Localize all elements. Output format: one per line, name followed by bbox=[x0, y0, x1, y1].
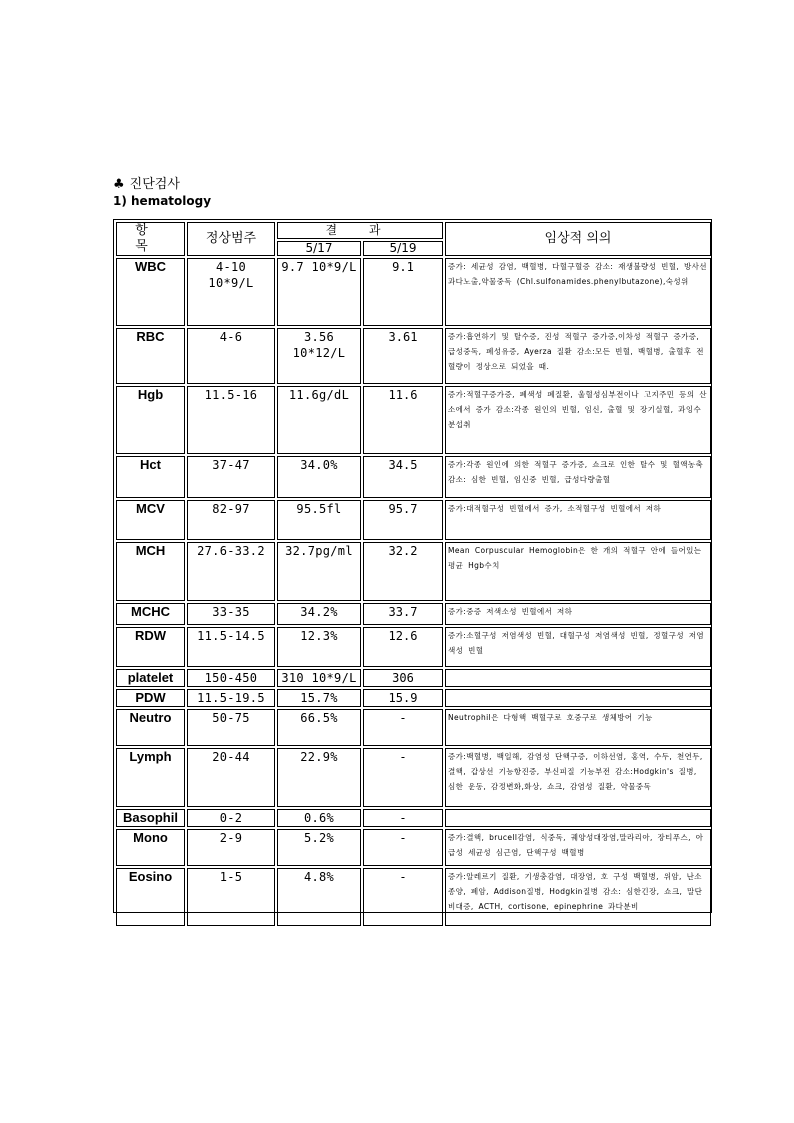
result-date2-cell: - bbox=[363, 748, 443, 807]
normal-range-cell: 20-44 bbox=[187, 748, 275, 807]
clinical-significance-cell: 증가:대적혈구성 빈혈에서 증가, 소적혈구성 빈혈에서 저하 bbox=[445, 500, 711, 540]
item-name: Lymph bbox=[116, 748, 185, 807]
item-name: Neutro bbox=[116, 709, 185, 746]
normal-range-cell: 150-450 bbox=[187, 669, 275, 687]
table-row bbox=[116, 456, 711, 498]
normal-range-cell: 82-97 bbox=[187, 500, 275, 540]
result-date1-cell: 0.6% bbox=[277, 809, 361, 827]
result-date1-cell: 5.2% bbox=[277, 829, 361, 866]
item-name: Basophil bbox=[116, 809, 185, 827]
table-row bbox=[116, 328, 711, 384]
normal-range-cell: 1-5 bbox=[187, 868, 275, 926]
normal-range-cell: 50-75 bbox=[187, 709, 275, 746]
result-date2-cell: 15.9 bbox=[363, 689, 443, 707]
item-name: PDW bbox=[116, 689, 185, 707]
result-date1-cell: 22.9% bbox=[277, 748, 361, 807]
result-date2-cell: 33.7 bbox=[363, 603, 443, 625]
table-row bbox=[116, 542, 711, 601]
result-date2-cell: 306 bbox=[363, 669, 443, 687]
header-date-1: 5/17 bbox=[277, 241, 361, 256]
clinical-significance-cell: 증가:흡연하기 및 탈수증, 진성 적혈구 증가증,이차성 적혈구 증가증, 급성중독, 폐성유증, Ayerza 질환 감소:모든 빈혈, 백혈병, 출혈후 전혈량이 정상으로 되었을 때. bbox=[445, 328, 711, 384]
result-date2-cell: - bbox=[363, 868, 443, 926]
result-date1-cell: 310 10*9/L bbox=[277, 669, 361, 687]
clinical-significance-cell: 증가:각종 원인에 의한 적혈구 증가증, 쇼크로 인한 탈수 및 혈액농축 감소: 심한 빈혈, 임신중 빈혈, 급성다량출혈 bbox=[445, 456, 711, 498]
normal-range-cell: 11.5-14.5 bbox=[187, 627, 275, 667]
result-date1-cell: 15.7% bbox=[277, 689, 361, 707]
table-row bbox=[116, 809, 711, 827]
normal-range-cell: 33-35 bbox=[187, 603, 275, 625]
normal-range-cell: 11.5-19.5 bbox=[187, 689, 275, 707]
result-date1-cell: 9.7 10*9/L bbox=[277, 258, 361, 326]
result-date2-cell: 32.2 bbox=[363, 542, 443, 601]
result-date2-cell: 34.5 bbox=[363, 456, 443, 498]
item-name: Eosino bbox=[116, 868, 185, 926]
result-date2-cell: 11.6 bbox=[363, 386, 443, 454]
result-date1-cell: 66.5% bbox=[277, 709, 361, 746]
normal-range-cell: 2-9 bbox=[187, 829, 275, 866]
subsection-title: 1) hematology bbox=[113, 194, 212, 208]
clinical-significance-cell: 증가:알레르기 질환, 기생충감염, 대장염, 호 구성 백혈병, 위암, 난소종양, 폐암, Addison질병, Hodgkin질병 감소: 심한긴장, 쇼크, 말단비대증, ACTH, cortisone, epinephrine 과다분비 bbox=[445, 868, 711, 926]
header-normal-range: 정상범주 bbox=[187, 222, 275, 256]
result-date2-cell: - bbox=[363, 709, 443, 746]
clinical-significance-cell: 증가:소혈구성 저염색성 빈혈, 대혈구성 저염색성 빈혈, 정혈구성 저염색성 빈혈 bbox=[445, 627, 711, 667]
table-row bbox=[116, 386, 711, 454]
result-date1-cell: 4.8% bbox=[277, 868, 361, 926]
clinical-significance-cell: 증가: 세균성 감염, 백혈병, 다혈구혈증 감소: 재생불량성 빈혈, 방사선 과다노출,약물중독 (Chl.sulfonamides.phenylbutazone),숙성위 bbox=[445, 258, 711, 326]
result-date1-cell: 11.6g/dL bbox=[277, 386, 361, 454]
item-name: RDW bbox=[116, 627, 185, 667]
table-row bbox=[116, 829, 711, 866]
table-row bbox=[116, 709, 711, 746]
item-name: WBC bbox=[116, 258, 185, 326]
table-row bbox=[116, 500, 711, 540]
header-item: 항 목 bbox=[116, 222, 185, 256]
result-date1-cell: 3.56 10*12/L bbox=[277, 328, 361, 384]
header-significance: 임상적 의의 bbox=[445, 222, 711, 256]
item-name: Hgb bbox=[116, 386, 185, 454]
result-date2-cell: 9.1 bbox=[363, 258, 443, 326]
section-title: 진단검사 bbox=[129, 177, 180, 192]
club-icon: ♣ bbox=[113, 177, 125, 192]
result-date2-cell: 95.7 bbox=[363, 500, 443, 540]
result-date1-cell: 32.7pg/ml bbox=[277, 542, 361, 601]
hematology-table bbox=[113, 219, 712, 913]
item-name: MCV bbox=[116, 500, 185, 540]
result-date2-cell: 3.61 bbox=[363, 328, 443, 384]
normal-range-cell: 37-47 bbox=[187, 456, 275, 498]
result-date1-cell: 12.3% bbox=[277, 627, 361, 667]
clinical-significance-cell bbox=[445, 669, 711, 687]
normal-range-cell: 27.6-33.2 bbox=[187, 542, 275, 601]
result-date2-cell: - bbox=[363, 809, 443, 827]
normal-range-cell: 4-6 bbox=[187, 328, 275, 384]
item-name: Mono bbox=[116, 829, 185, 866]
result-date1-cell: 34.2% bbox=[277, 603, 361, 625]
normal-range-cell: 4-10 10*9/L bbox=[187, 258, 275, 326]
table-row bbox=[116, 689, 711, 707]
normal-range-cell: 11.5-16 bbox=[187, 386, 275, 454]
header-date-2: 5/19 bbox=[363, 241, 443, 256]
item-name: Hct bbox=[116, 456, 185, 498]
header-result: 결 과 bbox=[277, 222, 443, 239]
result-date2-cell: 12.6 bbox=[363, 627, 443, 667]
clinical-significance-cell: 증가:적혈구증가증, 폐색성 폐질환, 울혈성심부전이나 고지주민 등의 산소에서 증가 감소:각종 원인의 빈혈, 임신, 출혈 및 장기실혈, 과잉수분섭취 bbox=[445, 386, 711, 454]
result-date1-cell: 95.5fl bbox=[277, 500, 361, 540]
clinical-significance-cell: 증가:결핵, brucell감염, 식중독, 궤양성대장염,말라리아, 장티푸스, 아급성 세균성 심근염, 단핵구성 백혈병 bbox=[445, 829, 711, 866]
table-row bbox=[116, 627, 711, 667]
clinical-significance-cell: 증가:백혈병, 백일해, 감염성 단핵구증, 이하선염, 홍역, 수두, 천연두, 결핵, 갑상선 기능항진증, 부신피질 기능부전 감소:Hodgkin's 질병, 심한 운동, 감정변화,화상, 쇼크, 감염성 질환, 약물중독 bbox=[445, 748, 711, 807]
item-name: RBC bbox=[116, 328, 185, 384]
section-heading bbox=[113, 173, 180, 192]
clinical-significance-cell: Neutrophil은 다형핵 백혈구로 호중구로 생체방어 기능 bbox=[445, 709, 711, 746]
clinical-significance-cell bbox=[445, 809, 711, 827]
item-name: MCHC bbox=[116, 603, 185, 625]
table-row bbox=[116, 258, 711, 326]
result-date2-cell: - bbox=[363, 829, 443, 866]
clinical-significance-cell: Mean Corpuscular Hemoglobin은 한 개의 적혈구 안에 들어있는 평균 Hgb수치 bbox=[445, 542, 711, 601]
clinical-significance-cell: 증가:중증 저색소성 빈혈에서 저하 bbox=[445, 603, 711, 625]
normal-range-cell: 0-2 bbox=[187, 809, 275, 827]
table-row bbox=[116, 669, 711, 687]
table-row bbox=[116, 868, 711, 926]
item-name: MCH bbox=[116, 542, 185, 601]
item-name: platelet bbox=[116, 669, 185, 687]
result-date1-cell: 34.0% bbox=[277, 456, 361, 498]
table-row bbox=[116, 748, 711, 807]
clinical-significance-cell bbox=[445, 689, 711, 707]
table-row bbox=[116, 603, 711, 625]
